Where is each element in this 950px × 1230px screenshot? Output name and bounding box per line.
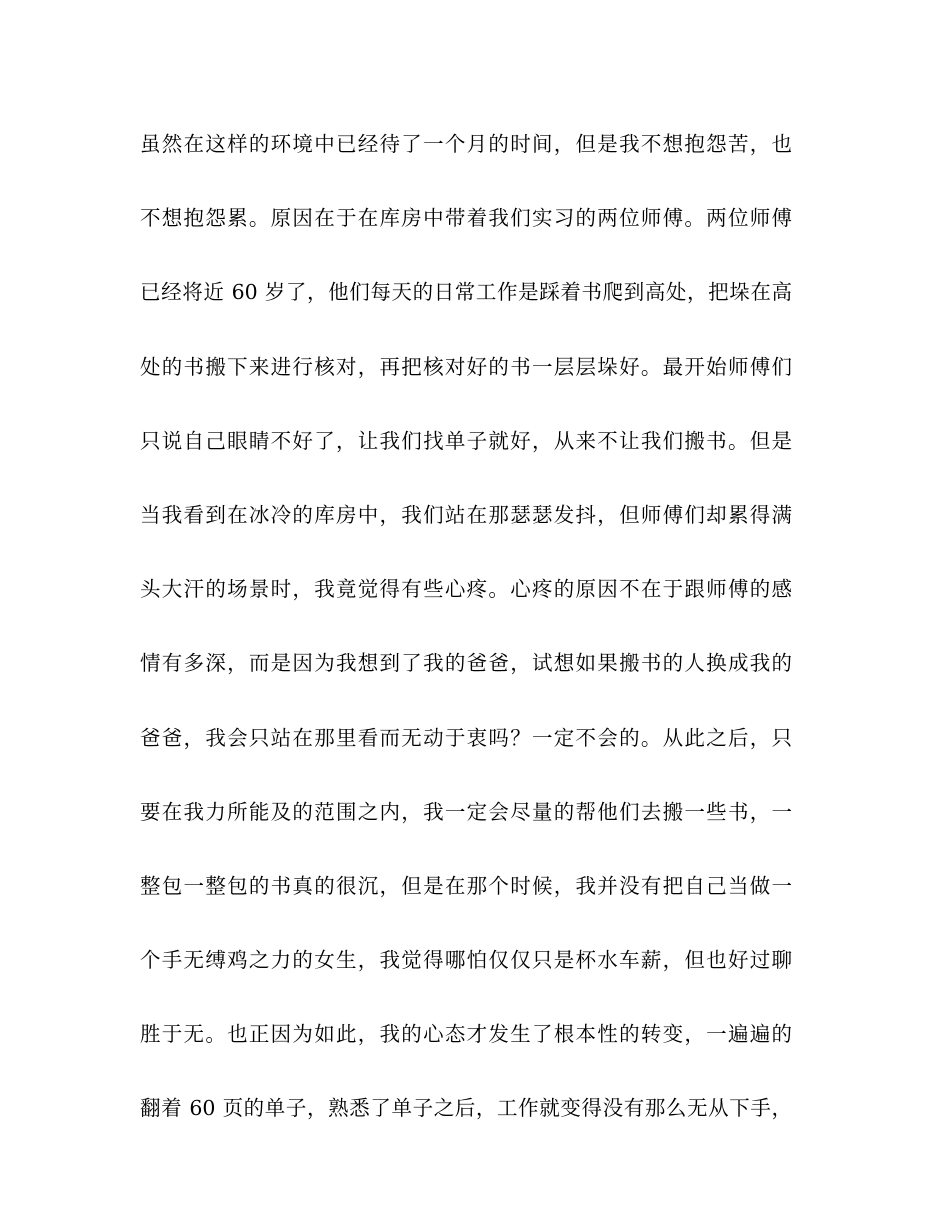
text-line: 个手无缚鸡之力的女生，我觉得哪怕仅仅只是杯水车薪，但也好过聊 bbox=[140, 948, 792, 973]
text-line: 情有多深，而是因为我想到了我的爸爸，试想如果搬书的人换成我的 bbox=[140, 651, 792, 676]
text-line: 不想抱怨累。原因在于在库房中带着我们实习的两位师傅。两位师傅 bbox=[140, 206, 792, 231]
body-paragraph bbox=[140, 124, 800, 1163]
text-line: 当我看到在冰冷的库房中，我们站在那瑟瑟发抖，但师傅们却累得满 bbox=[140, 502, 792, 527]
text-line: 爸爸，我会只站在那里看而无动于衷吗？一定不会的。从此之后，只 bbox=[140, 725, 792, 750]
text-line: 翻着 60 页的单子，熟悉了单子之后，工作就变得没有那么无从下手， bbox=[140, 1096, 792, 1121]
text-line: 已经将近 60 岁了，他们每天的日常工作是踩着书爬到高处，把垛在高 bbox=[140, 280, 792, 305]
text-line: 胜于无。也正因为如此，我的心态才发生了根本性的转变，一遍遍的 bbox=[140, 1022, 792, 1047]
text-line: 头大汗的场景时，我竟觉得有些心疼。心疼的原因不在于跟师傅的感 bbox=[140, 577, 792, 602]
text-line: 处的书搬下来进行核对，再把核对好的书一层层垛好。最开始师傅们 bbox=[140, 354, 792, 379]
text-line: 虽然在这样的环境中已经待了一个月的时间，但是我不想抱怨苦，也 bbox=[140, 132, 792, 156]
text-line: 只说自己眼睛不好了，让我们找单子就好，从来不让我们搬书。但是 bbox=[140, 428, 792, 453]
text-line: 整包一整包的书真的很沉，但是在那个时候，我并没有把自己当做一 bbox=[140, 873, 792, 898]
text-line: 要在我力所能及的范围之内，我一定会尽量的帮他们去搬一些书，一 bbox=[140, 799, 792, 824]
